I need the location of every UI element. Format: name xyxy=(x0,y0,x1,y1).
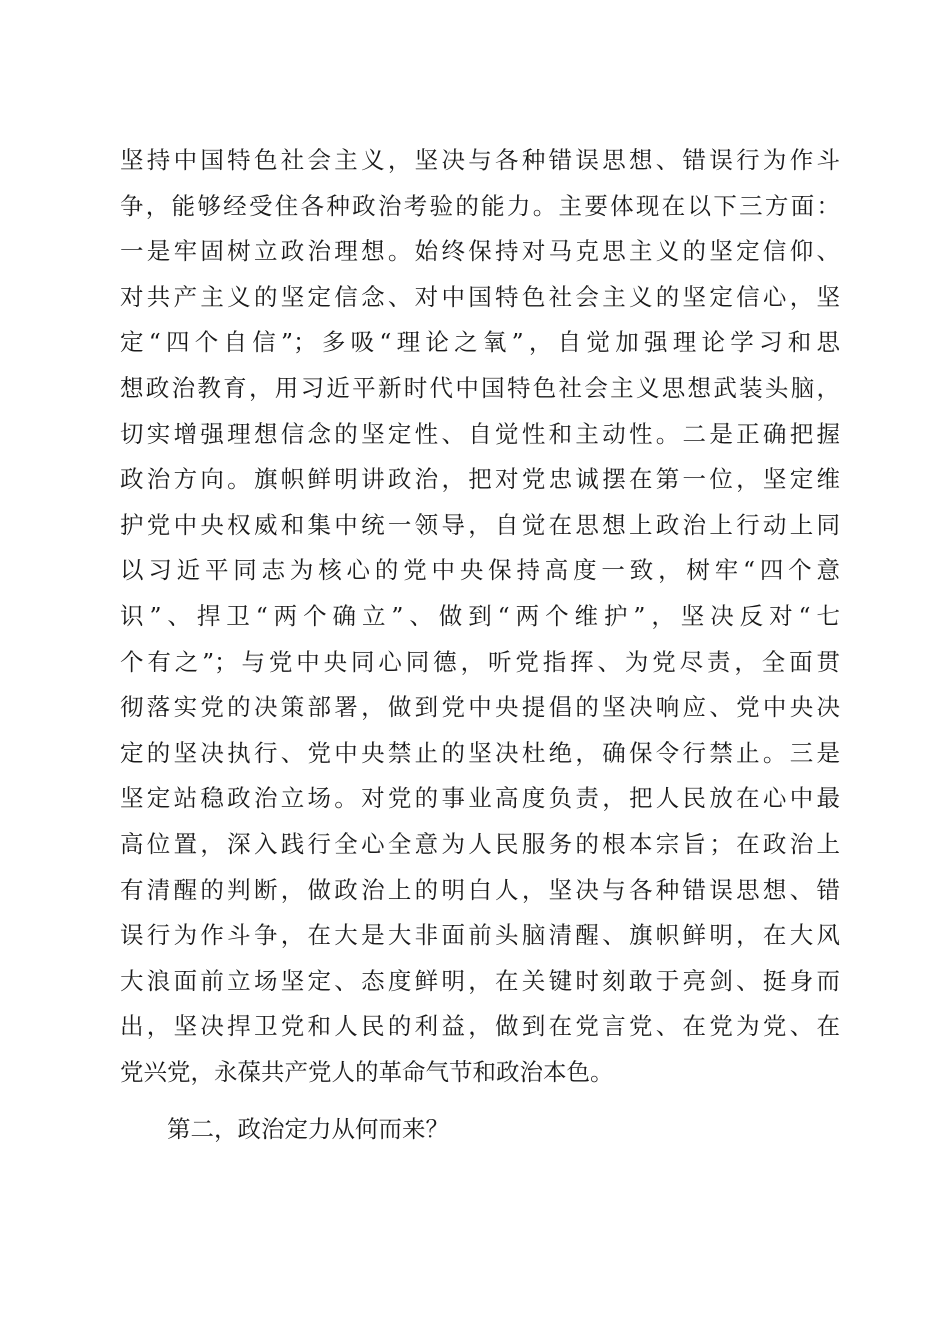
paragraph-line: 政治方向。旗帜鲜明讲政治，把对党忠诚摆在第一位，坚定维 xyxy=(120,465,840,494)
paragraph-line: 坚定站稳政治立场。对党的事业高度负责，把人民放在心中最 xyxy=(120,784,840,813)
paragraph-line: 个有之”；与党中央同心同德，听党指挥、为党尽责，全面贯 xyxy=(120,647,840,676)
paragraph-line: 以习近平同志为核心的党中央保持高度一致，树牢“四个意 xyxy=(120,556,840,585)
paragraph-line: 党兴党，永葆共产党人的革命气节和政治本色。 xyxy=(120,1057,614,1086)
body-paragraph xyxy=(120,138,840,1095)
paragraph-line: 高位置，深入践行全心全意为人民服务的根本宗旨；在政治上 xyxy=(120,829,840,858)
paragraph-line: 定的坚决执行、党中央禁止的坚决杜绝，确保令行禁止。三是 xyxy=(120,738,840,767)
section-heading: 第二，政治定力从何而来？ xyxy=(167,1115,449,1143)
paragraph-line: 出，坚决捍卫党和人民的利益，做到在党言党、在党为党、在 xyxy=(120,1012,840,1041)
paragraph-line: 定“四个自信”；多吸“理论之氧”，自觉加强理论学习和思 xyxy=(120,328,840,357)
paragraph-line: 对共产主义的坚定信念、对中国特色社会主义的坚定信心，坚 xyxy=(120,282,840,311)
paragraph-line: 有清醒的判断，做政治上的明白人，坚决与各种错误思想、错 xyxy=(120,875,840,904)
paragraph-line: 护党中央权威和集中统一领导，自觉在思想上政治上行动上同 xyxy=(120,510,840,539)
paragraph-line: 大浪面前立场坚定、态度鲜明，在关键时刻敢于亮剑、挺身而 xyxy=(120,966,840,995)
paragraph-line: 争，能够经受住各种政治考验的能力。主要体现在以下三方面： xyxy=(120,191,840,220)
paragraph-line: 想政治教育，用习近平新时代中国特色社会主义思想武装头脑， xyxy=(120,373,840,402)
paragraph-line: 坚持中国特色社会主义，坚决与各种错误思想、错误行为作斗 xyxy=(120,146,840,174)
paragraph-line: 误行为作斗争，在大是大非面前头脑清醒、旗帜鲜明，在大风 xyxy=(120,921,840,950)
paragraph-line: 一是牢固树立政治理想。始终保持对马克思主义的坚定信仰、 xyxy=(120,237,840,266)
paragraph-line: 识”、捍卫“两个确立”、做到“两个维护”，坚决反对“七 xyxy=(120,601,840,630)
paragraph-line: 彻落实党的决策部署，做到党中央提倡的坚决响应、党中央决 xyxy=(120,693,840,722)
paragraph-line: 切实增强理想信念的坚定性、自觉性和主动性。二是正确把握 xyxy=(120,419,840,448)
